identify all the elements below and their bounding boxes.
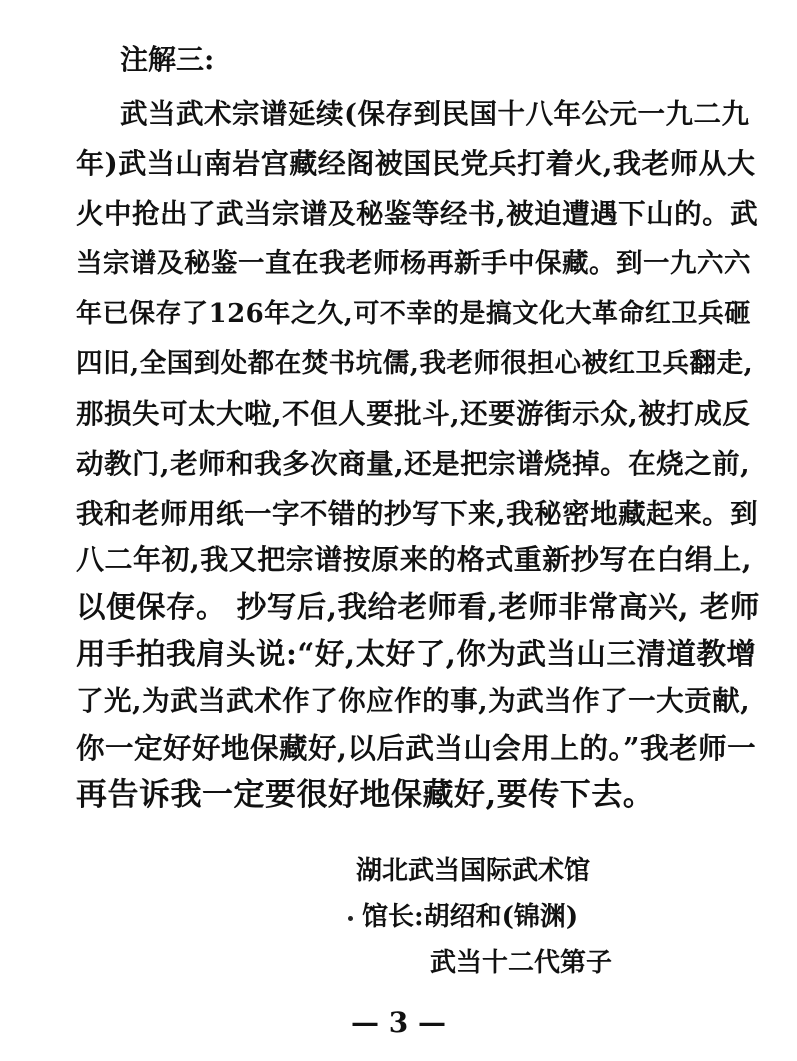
signature-lineage: 武当十二代第子 — [430, 948, 613, 978]
paragraph-line-6: 四旧,全国到处都在焚书坑儒,我老师很担心被红卫兵翻走, — [76, 348, 754, 379]
paragraph-line-1: 武当武术宗谱延续(保存到民国十八年公元一九二九 — [120, 98, 750, 130]
paragraph-line-2: 年)武当山南岩宫藏经阁被国民党兵打着火,我老师从大 — [76, 147, 756, 180]
paragraph-line-7: 那损失可太大啦,不但人要批斗,还要游街示众,被打成反 — [76, 398, 751, 430]
paragraph-line-12: 用手拍我肩头说:“好,太好了,你为武当山三清道教增 — [76, 636, 757, 671]
note-heading: 注解三: — [120, 43, 215, 76]
paragraph-line-13: 了光,为武当武术作了你应作的事,为武当作了一大贡献, — [76, 685, 751, 717]
paragraph-line-10: 八二年初,我又把宗谱按原来的格式重新抄写在白绢上, — [76, 543, 752, 576]
page-number: — 3 — — [351, 1006, 446, 1039]
signature-curator: 馆长:胡绍和(锦渊) — [362, 902, 579, 932]
paragraph-line-3: 火中抢出了武当宗谱及秘鉴等经书,被迫遭遇下山的。武 — [76, 198, 759, 230]
paragraph-line-11: 以便保存。 抄写后,我给老师看,老师非常高兴, 老师 — [76, 589, 760, 624]
paragraph-line-5: 年已保存了126年之久,可不幸的是搞文化大革命红卫兵砸 — [76, 299, 751, 329]
stray-mark — [348, 916, 353, 921]
paragraph-line-8: 动教门,老师和我多次商量,还是把宗谱烧掉。在烧之前, — [76, 448, 751, 480]
paragraph-line-15: 再告诉我一定要很好地保藏好,要传下去。 — [76, 777, 655, 813]
paragraph-line-14: 你一定好好地保藏好,以后武当山会用上的。”我老师一 — [76, 731, 757, 765]
signature-organization: 湖北武当国际武术馆 — [356, 856, 591, 886]
paragraph-line-4: 当宗谱及秘鉴一直在我老师杨再新手中保藏。到一九六六 — [76, 248, 751, 279]
paragraph-line-9: 我和老师用纸一字不错的抄写下来,我秘密地藏起来。到 — [76, 498, 759, 530]
